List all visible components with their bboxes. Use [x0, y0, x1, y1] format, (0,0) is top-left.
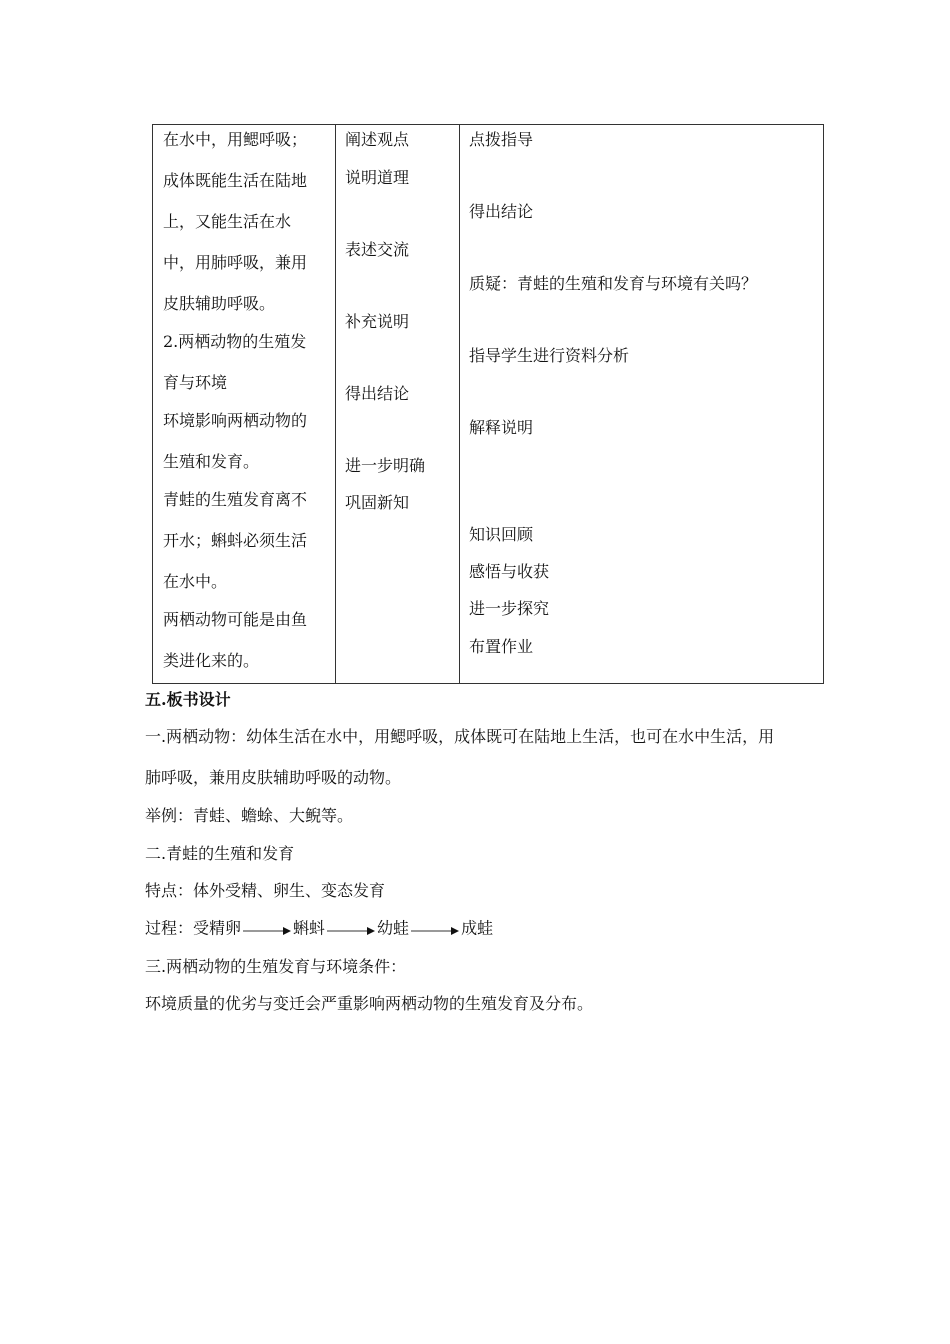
teacher-activity: 点拨指导: [469, 130, 534, 149]
teacher-activity: 感悟与收获: [469, 562, 550, 581]
section-heading: 五.板书设计: [145, 690, 231, 709]
teacher-activity: 质疑：青蛙的生殖和发育与环境有关吗？: [469, 274, 758, 293]
student-activity: 说明道理: [345, 168, 410, 187]
board-line: 环境质量的优劣与变迁会严重影响两栖动物的生殖发育及分布。: [145, 994, 594, 1013]
process-step: 成蛙: [461, 918, 494, 938]
content-line: 两栖动物可能是由鱼: [163, 610, 308, 629]
content-line: 环境影响两栖动物的: [163, 411, 308, 430]
arrow-right-icon: [325, 921, 377, 937]
process-step: 受精卵: [193, 918, 242, 938]
board-line: 三.两栖动物的生殖发育与环境条件：: [145, 957, 407, 976]
teacher-activity: 知识回顾: [469, 525, 534, 544]
table-column-teacher: [459, 125, 823, 683]
content-line: 中，用肺呼吸，兼用: [163, 253, 308, 272]
process-step: 幼蛙: [377, 918, 410, 938]
lesson-table: [152, 124, 824, 684]
student-activity: 补充说明: [345, 312, 410, 331]
board-line: 二.青蛙的生殖和发育: [145, 844, 295, 863]
content-line: 在水中，用鳃呼吸；: [163, 130, 308, 149]
board-line: 举例：青蛙、蟾蜍、大鲵等。: [145, 806, 354, 825]
student-activity: 阐述观点: [345, 130, 410, 149]
teacher-activity: 进一步探究: [469, 599, 550, 618]
arrow-right-icon: [241, 921, 293, 937]
content-line: 皮肤辅助呼吸。: [163, 294, 276, 313]
content-line: 2.两栖动物的生殖发: [163, 332, 307, 351]
content-line: 在水中。: [163, 572, 228, 591]
content-line: 上，又能生活在水: [163, 212, 292, 231]
process-flow: [145, 918, 493, 939]
board-line: 特点：体外受精、卵生、变态发育: [145, 881, 386, 900]
content-line: 育与环境: [163, 373, 228, 392]
teacher-activity: 指导学生进行资料分析: [469, 346, 630, 365]
process-label: 过程：: [145, 918, 194, 938]
process-step: 蝌蚪: [293, 918, 326, 938]
content-line: 开水；蝌蚪必须生活: [163, 531, 308, 550]
student-activity: 进一步明确: [345, 456, 426, 475]
table-column-student: [335, 125, 460, 683]
content-line: 类进化来的。: [163, 651, 260, 670]
student-activity: 表述交流: [345, 240, 410, 259]
teacher-activity: 解释说明: [469, 418, 534, 437]
content-line: 青蛙的生殖发育离不: [163, 490, 308, 509]
content-line: 成体既能生活在陆地: [163, 171, 308, 190]
board-line: 肺呼吸，兼用皮肤辅助呼吸的动物。: [145, 768, 402, 787]
content-line: 生殖和发育。: [163, 452, 260, 471]
arrow-right-icon: [409, 921, 461, 937]
teacher-activity: 布置作业: [469, 637, 534, 656]
student-activity: 得出结论: [345, 384, 410, 403]
teacher-activity: 得出结论: [469, 202, 534, 221]
table-column-content: [153, 125, 336, 683]
board-line: 一.两栖动物：幼体生活在水中，用鳃呼吸，成体既可在陆地上生活，也可在水中生活，用: [145, 727, 775, 746]
student-activity: 巩固新知: [345, 493, 410, 512]
